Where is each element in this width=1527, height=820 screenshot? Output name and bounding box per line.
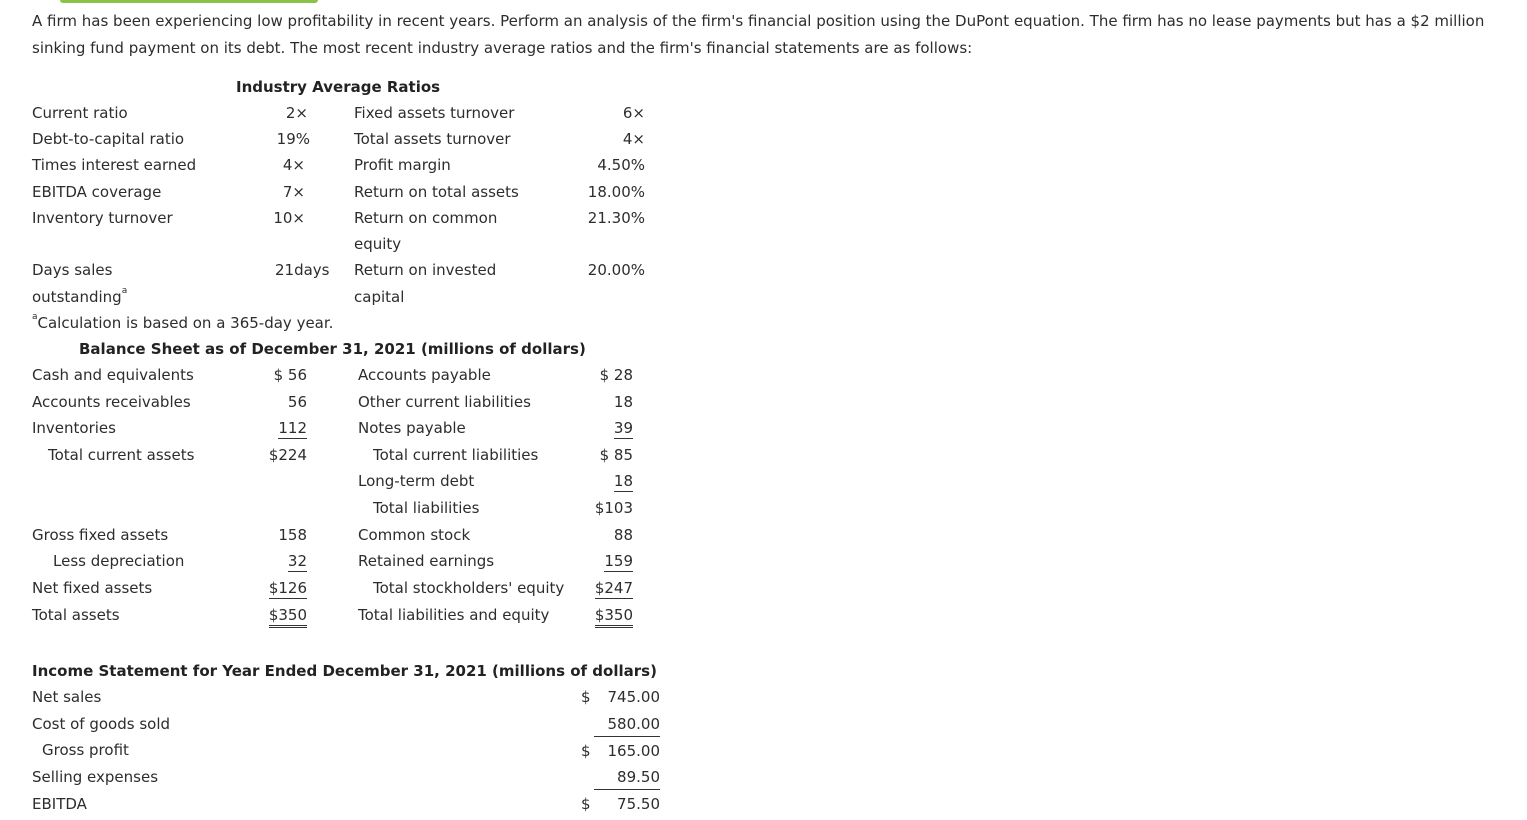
ratio-value: 10× (273, 209, 305, 227)
liability-label: Long-term debt (358, 472, 475, 490)
asset-label: Gross fixed assets (32, 526, 169, 544)
asset-value (250, 552, 307, 570)
ratio-value: 20.00% (587, 261, 645, 279)
balance-sheet-title: Balance Sheet as of December 31, 2021 (millions of dollars) (79, 340, 586, 358)
asset-value: $ 56 (273, 366, 307, 384)
liability-label: Common stock (358, 526, 471, 544)
liability-label: Total liabilities and equity (358, 606, 550, 624)
asset-value: 158 (278, 526, 307, 544)
liability-value-text: $350 (595, 606, 633, 628)
asset-value: 56 (287, 393, 307, 411)
liability-value (575, 472, 633, 490)
income-label: Net sales (32, 688, 102, 706)
liability-value (575, 552, 633, 570)
asset-value (250, 419, 307, 437)
liability-value-text: 18 (613, 472, 633, 490)
ratio-value: 4.50% (597, 156, 645, 174)
subtotal-rule (594, 736, 660, 737)
ratio-label: Times interest earned (32, 156, 197, 174)
asset-value (250, 579, 307, 597)
ratio-label-line2: outstanding (32, 288, 122, 306)
ratio-value: 21days (275, 261, 330, 279)
liability-value-text: 159 (604, 552, 633, 570)
liability-label: Total stockholders' equity (373, 579, 565, 597)
ratio-value: 6× (622, 104, 645, 122)
ratio-label: Profit margin (354, 156, 451, 174)
ratio-value: 18.00% (587, 183, 645, 201)
asset-value (250, 606, 307, 624)
ratios-title: Industry Average Ratios (236, 78, 441, 96)
ratio-label: Return on invested (354, 261, 497, 279)
asset-label: Net fixed assets (32, 579, 153, 597)
liability-value (575, 579, 633, 597)
progress-accent-bar (60, 0, 318, 3)
liability-value: $103 (594, 499, 633, 517)
ratio-label: Debt-to-capital ratio (32, 130, 185, 148)
ratio-value: 19% (276, 130, 310, 148)
ratio-value: 4× (282, 156, 305, 174)
liability-value-text: 39 (613, 419, 633, 437)
asset-label: Accounts receivables (32, 393, 191, 411)
liability-label: Accounts payable (358, 366, 491, 384)
income-statement-title: Income Statement for Year Ended December 31, 2021 (millions of dollars) (32, 662, 657, 680)
ratio-value: 7× (282, 183, 305, 201)
asset-value: $224 (268, 446, 307, 464)
asset-label: Total assets (32, 606, 120, 624)
income-dollar: $ (581, 688, 591, 706)
asset-value-text: 112 (278, 419, 307, 437)
footnote-marker: a (32, 312, 38, 322)
income-label: Cost of goods sold (32, 715, 171, 733)
liability-label: Total current liabilities (373, 446, 539, 464)
liability-label: Total liabilities (373, 499, 480, 517)
income-label: Selling expenses (32, 768, 159, 786)
income-label: Gross profit (42, 741, 129, 759)
liability-label: Other current liabilities (358, 393, 531, 411)
subtotal-rule (594, 789, 660, 790)
asset-value-text: $126 (268, 579, 307, 597)
liability-value-text: $247 (594, 579, 633, 597)
ratio-label: Total assets turnover (354, 130, 511, 148)
footnote-marker: a (121, 286, 128, 296)
asset-label: Total current assets (48, 446, 195, 464)
ratio-value: 2× (285, 104, 308, 122)
ratio-label (32, 288, 127, 306)
ratio-label: Days sales (32, 261, 113, 279)
income-label: EBITDA (32, 795, 87, 813)
ratio-label: EBITDA coverage (32, 183, 162, 201)
income-value: 580.00 (607, 715, 660, 733)
income-value: 75.50 (617, 795, 660, 813)
ratio-value: 21.30% (587, 209, 645, 227)
footnote (32, 314, 333, 332)
ratio-label: Current ratio (32, 104, 128, 122)
liability-label: Retained earnings (358, 552, 495, 570)
liability-value: 88 (613, 526, 633, 544)
liability-value: $ 28 (599, 366, 633, 384)
income-dollar: $ (581, 742, 591, 760)
ratio-label: Fixed assets turnover (354, 104, 515, 122)
income-value: 165.00 (607, 742, 660, 760)
liability-value (575, 419, 633, 437)
ratio-value: 4× (622, 130, 645, 148)
footnote-text: Calculation is based on a 365-day year. (37, 314, 334, 332)
income-dollar: $ (581, 795, 591, 813)
liability-value: $ 85 (599, 446, 633, 464)
liability-value: 18 (613, 393, 633, 411)
ratio-label: Inventory turnover (32, 209, 173, 227)
income-value: 745.00 (607, 688, 660, 706)
income-value: 89.50 (617, 768, 660, 786)
ratio-label-line2: equity (354, 235, 402, 253)
ratio-label: Return on total assets (354, 183, 519, 201)
ratio-label: Return on common (354, 209, 498, 227)
asset-value-text: 32 (287, 552, 307, 570)
asset-label: Inventories (32, 419, 116, 437)
ratio-label-line2: capital (354, 288, 405, 306)
asset-label: Less depreciation (53, 552, 185, 570)
asset-value-text: $350 (269, 606, 307, 628)
liability-value (575, 606, 633, 624)
asset-label: Cash and equivalents (32, 366, 194, 384)
problem-statement: A firm has been experiencing low profitability in recent years. Perform an analysis of the firm's financial position using the DuPont equation. The firm has no lease payments but has a $2 million sinking fund payment on its debt. The most recent industry average ratios and the firm's financial statements are as follows: (32, 12, 1485, 57)
liability-label: Notes payable (358, 419, 466, 437)
